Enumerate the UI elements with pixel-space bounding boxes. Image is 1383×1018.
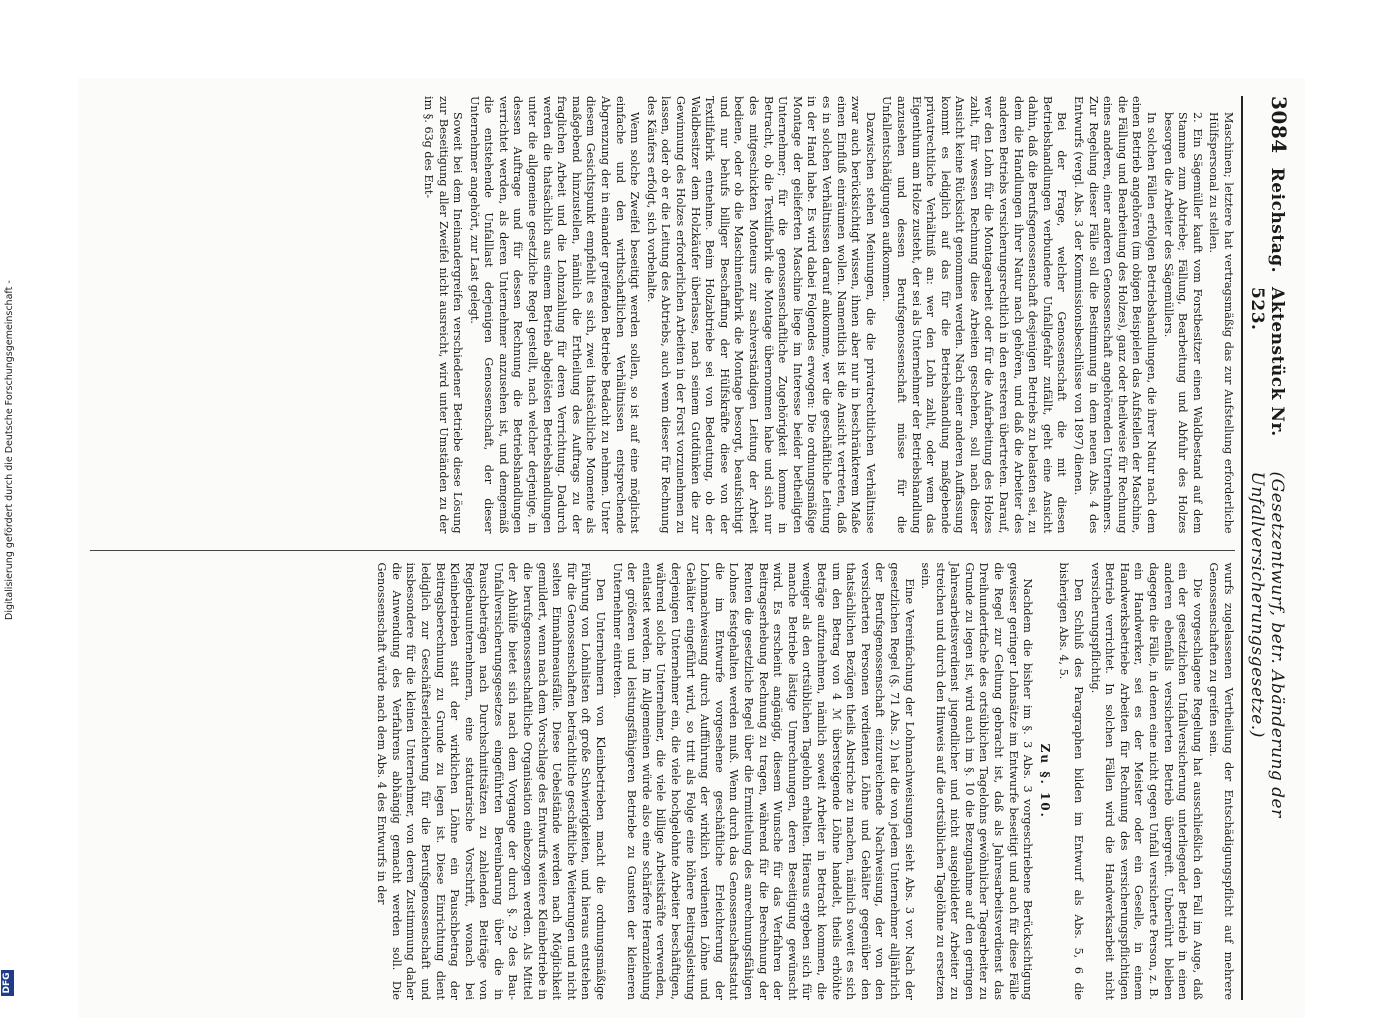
- section-title: Reichstag.: [1267, 167, 1287, 274]
- paragraph: Den Unternehmern von Kleinbetrieben macht die ordnungsmäßige Führung von Lohnlisten oft große Schwierigkeiten, und hieraus entstehen für die Genossenschaften beträchtliche geschäftliche Weiterungen und nicht selten Einnahmeausfälle. Diese Uebelstände werden nach Möglichkeit gemildert, wenn nach dem Vorschlage des Entwurfs weitere Kleinbetriebe in die berufsgenossenschaftliche Organisation einbezogen werden. Als Mittel der Abhülfe bietet sich nach dem Vorgange der durch §. 29 des Bau-Unfallversicherungsgesetzes eingeführten Bereinbarung über die in Pauschbeträgen nach Durchschnittsätzen zu zahlenden Beiträge von Regiebauunternehmern, eine statutarische Vorschrift, wonach bei Kleinbetrieben statt der wirklichen Löhne ein Pauschbetrag der Beitragsberechnung zu Grunde zu legen ist. Diese Einrichtung dient lediglich zur Geschäftserleichterung für die Berufsgenossenschaft und insbesondere für die kleinen Unternehmer, von deren Zustimmung daher die Anwendung des Verfahrens abhängig gemacht werden soll. Die Genossenschaft würde nach dem Abs. 4 des Entwurfs in der: [375, 562, 608, 1000]
- paragraph: Nachdem die bisher im §. 3 Abs. 3 vorgeschriebene Berücksichtigung gewisser geringer Lohnsätze im Entwurfe beseitigt und auch für diese Fälle die Regel zur Geltung gebracht ist, daß als Jahresarbeitsverdienst das Dreihundertfache des ortsüblichen Tagelohns gewöhnlicher Tagearbeiter zu Grunde zu legen ist, wird auch im §. 10 die Bezugnahme auf den geringen Jahresarbeitsverdienst jugendlicher und nicht ausgebildeter Arbeiter zu streichen und durch den Hinweis auf die ortsüblichen Tagelöhne zu ersetzen sein.: [919, 562, 1035, 1000]
- left-column: [90, 96, 1235, 534]
- paragraph: Dazwischen stehen Meinungen, die die privatrechtlichen Verhältnisse zwar auch berücksichtigt wissen, ihnen aber nur in beschränkterem Maße einen Einfluß einräumen wollen. Namentlich ist die Ansicht vertreten, daß es in solchen Verhältnissen darauf ankomme, wer die geschäftliche Leitung in der Hand habe. Es wird dabei Folgendes erwogen: Die ordnungsmäßige Montage der gelieferten Maschine liege im Interesse beider betheiligten Unternehmer; für die genossenschaftliche Zugehörigkeit komme in Betracht, ob die Textilfabrik die Montage übernommen habe und sich nur des mitgeschickten Monteurs zur sachverständigen Leitung der Arbeit bediene, oder ob die Maschinenfabrik die Montage besorgt, beaufsichtigt und nur behufs billiger Beschaffung der Hülfskräfte diese von der Textilfabrik entnehme. Beim Holzabtriebe sei von Bedeutung, ob der Waldbesitzer dem Holzkäufer überlasse, nach seinem Gutdünken die zur Gewinnung des Holzes erforderlichen Arbeiten in der Forst vorzunehmen zu lassen, oder ob er die Leitung des Abtriebs, auch wenn dieser für Rechnung des Käufers erfolgt, sich vorbehalte.: [644, 96, 877, 534]
- text-columns: [90, 96, 1235, 1000]
- document-title: Aktenstück Nr. 523.: [1247, 287, 1287, 437]
- paragraph: Soweit bei dem Ineinandergreifen verschiedener Betriebe diese Lösung zur Beseitigung aller Zweifel nicht ausreicht, wird unter Umständen zu der im §. 63g des Ent-: [421, 96, 465, 534]
- digitization-note: Digitalisierung gefördert durch die Deutsche Forschungsgemeinschaft -: [4, 280, 15, 620]
- page-header: [1241, 96, 1291, 1000]
- scanned-page: [78, 78, 1305, 1018]
- paragraph: wurfs zugelassenen Vertheilung der Entschädigungspflicht auf mehrere Genossenschaften zu greifen sein.: [1207, 562, 1235, 1000]
- paragraph: In solchen Fällen erfolgen Betriebshandlungen, die ihrer Natur nach dem einen Betrieb angehören (im obigen Beispielen das Aufstellen der Maschine, die Fällung und Bearbeitung des Holzes), ganz oder theilweise für Rechnung eines anderen, einer anderen Genossenschaft angehörenden Unternehmers. Zur Regelung dieser Fälle soll die Bestimmung in dem neuen Abs. 4 des Entwurfs (vergl. Abs. 3 der Kommissionsbeschlüsse von 1897) dienen.: [1072, 96, 1159, 534]
- paragraph: Eine Vereinfachung der Lohnnachweisungen sieht Abs. 3 vor. Nach der gesetzlichen Regel (§. 71 Abs. 2) hat die von jedem Unternehmer alljährlich der Berufsgenossenschaft einzureichende Nachweisung, der von den versicherten Personen verdienten Löhne und Gehälter gegenüber den thatsächlichen Bezügen theils Abstriche zu machen, nämlich soweit es sich um den Betrag von 4 ℳ übersteigende Löhne handelt, theils erhöhte Beträge aufzunehmen, nämlich soweit Arbeiter in Betracht kommen, die weniger als den ortsüblichen Tagelohn erhalten. Hieraus ergeben sich für manche Betriebe lästige Umrechnungen, deren Beseitigung gewünscht wird. Es erscheint angängig, diesem Wunsche für das Verfahren der Beitragserhebung Rechnung zu tragen, während für die Berechnung der Renten die gesetzliche Regel über die Ermittelung des anrechnungsfähigen Lohnes festgehalten werden muß. Wenn durch das Genossenschaftsstatut die im Entwurfe vorgesehene geschäftliche Erleichterung der Lohnnachweisung durch Aufführung der wirklich verdienten Löhne und Gehälter eingeführt wird, so tritt als Folge eine höhere Beitragsleistung derjenigen Unternehmer ein, die viele hochgelohnte Arbeiter beschäftigen, während solche Unternehmer, die viele billige Arbeitskräfte verwenden, entlastet werden. Im Allgemeinen würde also eine schärfere Heranziehung der größeren und leistungsfähigeren Betriebe zu Gunsten der kleineren Unternehmer eintreten.: [610, 562, 916, 1000]
- document-subtitle: (Gesetzentwurf, betr. Abänderung der Unfallversicherungsgesetze.): [1247, 471, 1287, 818]
- paragraph: Wenn solche Zweifel beseitigt werden sollen, so ist auf eine möglichst einfache und den wirthschaftlichen Verhältnissen entsprechende Abgrenzung der in einander greifenden Betriebe Bedacht zu nehmen. Unter diesem Gesichtspunkt empfiehlt es sich, zwei thatsächliche Momente als maßgebend hinzustellen, nämlich die Ertheilung des Auftrags zu der fraglichen Arbeit und die Lohnzahlung für deren Verrichtung. Dadurch werden die thatsächlich aus einem Betrieb abgelösten Betriebshandlungen unter die allgemeine gesetzliche Regel gestellt, nach welcher derjenige, in dessen Auftrage und für dessen Rechnung die Betriebshandlungen verrichtet werden, als deren Unternehmer anzusehen ist, und demgemäß die entstehende Unfalllast derjenigen Genossenschaft, der dieser Unternehmer angehört, zur Last gelegt.: [467, 96, 642, 534]
- right-column: [90, 550, 1235, 1001]
- list-item: 2. Ein Sägemüller kauft vom Forstbesitzer einen Waldbestand auf dem Stamme zum Abtriebe; Fällung, Bearbeitung und Abfuhr des Holzes besorgen die Arbeiter des Sägemüllers.: [1161, 112, 1204, 534]
- paragraph: Bei der Frage, welcher Genossenschaft die mit diesen Betriebshandlungen verbundene Unfallgefahr zufällt, geht eine Ansicht dahin, daß die Berufsgenossenschaft desjenigen Betriebs zu belasten sei, zu dem die Handlungen ihrer Natur nach gehören, und daß die Arbeiter des anderen Betriebs versicherungsrechtlich in den ersteren übertreten. Darauf, wer den Lohn für die Montagearbeit oder für die Aufarbeitung des Holzes zahlt, für wessen Rechnung diese Arbeiten geschehen, soll nach dieser Ansicht keine Rücksicht genommen werden. Nach einer anderen Auffassung kommt es lediglich auf das für die Betriebshandlung maßgebende privatrechtliche Verhältniß an: wer den Lohn zahlt, oder wem das Eigenthum am Holze zusteht, der sei als Unternehmer der Betriebshandlung anzusehen und dessen Berufsgenossenschaft müsse für die Unfallentschädigungen aufkommen.: [880, 96, 1069, 534]
- page-number: 3084: [1267, 96, 1291, 154]
- paragraph: Die vorgeschlagene Regelung hat ausschließlich den Fall im Auge, daß ein der gesetzlichen Unfallversicherung unterliegender Betrieb in einen anderen ebenfalls versicherten Betrieb übergreift. Unberührt bleiben dagegen die Fälle, in denen eine nicht gegen Unfall versicherte Person, z. B. ein Handwerker, sei es der Meister oder ein Geselle, in einem Handwerksbetriebe Arbeiten für Rechnung des versicherungspflichtigen Betrieb verrichtet. In solchen Fällen wird die Handwerksarbeit nicht versicherungspflichtig.: [1088, 562, 1204, 1000]
- section-heading: Zu §. 10.: [1037, 743, 1052, 819]
- list-item: Maschinen; letztere hat vertragsmäßig das zur Aufstellung erforderliche Hülfspersonal zu stellen.: [1207, 112, 1235, 534]
- dfg-logo: DFG: [1, 970, 14, 996]
- paragraph: Den Schluß des Paragraphen bilden im Entwurf als Abs. 5, 6 die bisherigen Abs. 4, 5.: [1057, 562, 1086, 1000]
